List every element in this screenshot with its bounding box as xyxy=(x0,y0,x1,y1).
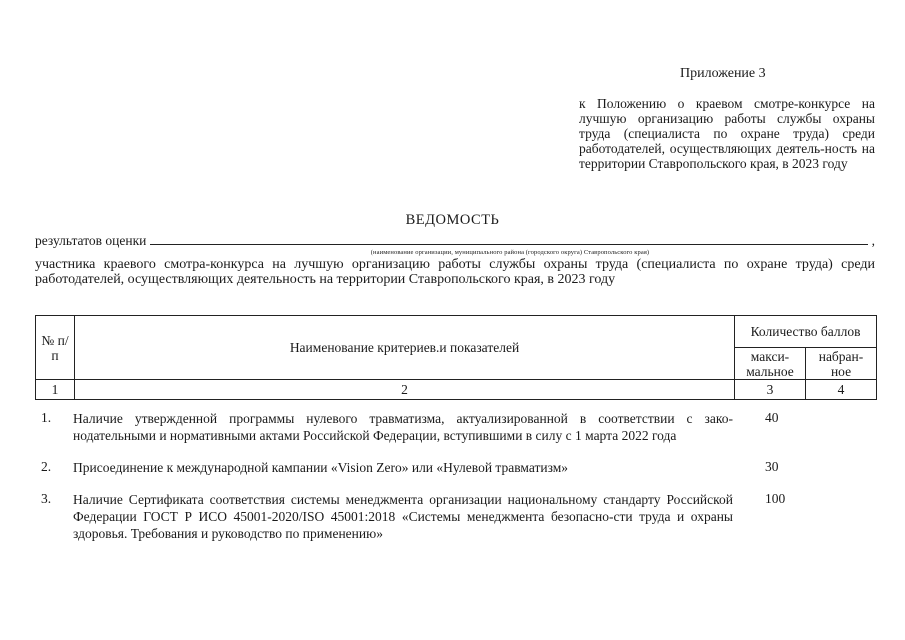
row-number: 2. xyxy=(41,459,52,474)
appendix-title: Приложение 3 xyxy=(680,66,766,81)
row-number: 1. xyxy=(41,410,52,425)
row-number: 3. xyxy=(41,491,52,506)
row-text: Присоединение к международной кампании «Vision Zero» или «Нулевой травматизм» xyxy=(73,460,569,475)
header-points: Количество баллов xyxy=(735,316,877,348)
results-line-end: , xyxy=(871,233,875,248)
document-title: ВЕДОМОСТЬ xyxy=(405,212,500,228)
appendix-text: к Положению о краевом смотре-конкурсе на лучшую организацию работы службы охраны труда (специалиста по охране труда) среди работодателей, осуществляющих деятель-ность на территории Ставропольского края, в 2023 году xyxy=(579,96,875,171)
column-number: 1 xyxy=(36,380,75,400)
fill-in-line xyxy=(150,233,867,245)
criteria-table xyxy=(35,315,877,400)
results-line xyxy=(35,233,875,249)
intro-text: участника краевого смотра-конкурса на лучшую организацию работы службы охраны труда (специалиста по охране труда) среди работодателей, осуществляющих деятельность на территории Ставропольского края, в 2023 году xyxy=(35,257,875,287)
header-max: макси-мальное xyxy=(735,348,806,380)
header-scored: набран-ное xyxy=(806,348,877,380)
header-name: Наименование критериев.и показателей xyxy=(75,316,735,380)
table-row xyxy=(35,459,876,476)
results-label: результатов оценки xyxy=(35,233,147,248)
row-max-score: 30 xyxy=(765,459,779,474)
criteria-rows xyxy=(35,410,876,557)
row-max-score: 40 xyxy=(765,410,779,425)
row-text: Наличие утвержденной программы нулевого травматизма, актуализированной в соответствии с зако-нодательными и нормативными актами Российской Федерации, вступившими в силу с 1 марта 2022 года xyxy=(73,411,733,443)
table-row xyxy=(35,410,876,444)
row-max-score: 100 xyxy=(765,491,786,506)
column-number: 4 xyxy=(806,380,877,400)
header-num: № п/п xyxy=(36,316,75,380)
table-row xyxy=(35,491,876,542)
row-text: Наличие Сертификата соответствия системы менеджмента организации национальному стандарту Российской Федерации ГОСТ Р ИСО 45001-2020/ISO 45001:2018 «Системы менеджмента безопасно-сти труда и охраны здоровья. Требования и руководство по применению» xyxy=(73,492,733,541)
column-number: 3 xyxy=(735,380,806,400)
fill-in-note: (наименование организации, муниципального района (городского округа) Ставропольского края) xyxy=(370,249,650,256)
column-number: 2 xyxy=(75,380,735,400)
